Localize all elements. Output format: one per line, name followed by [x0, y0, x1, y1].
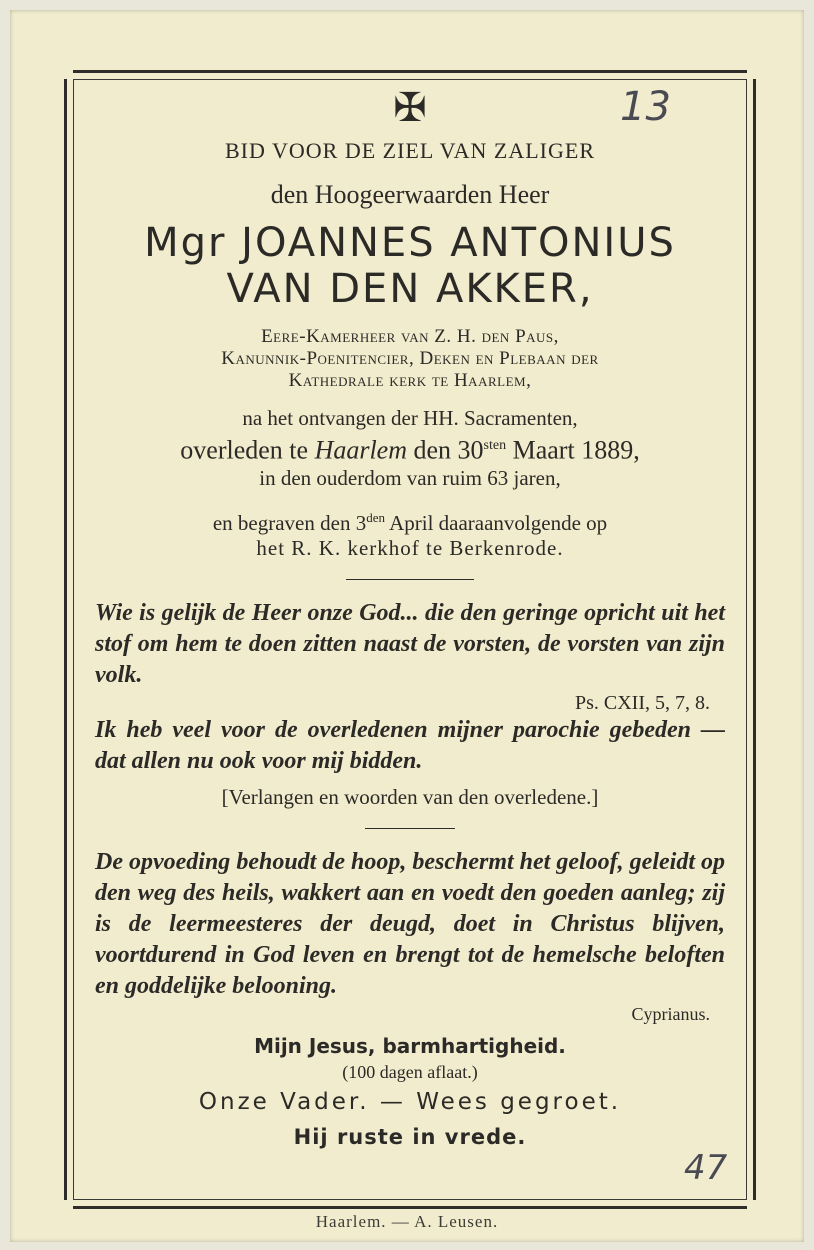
prayer-request: BID VOOR DE ZIEL VAN ZALIGER [225, 138, 595, 163]
name-line-1: Mgr JOANNES ANTONIUS [144, 220, 676, 266]
cyprianus-attribution: Cyprianus. [631, 1003, 710, 1024]
title-line-3: Kathedrale kerk te Haarlem, [288, 370, 532, 391]
handwritten-number-top: 13 [620, 84, 671, 130]
divider [365, 828, 455, 829]
name-line-2: VAN DEN AKKER, [226, 266, 594, 312]
cyprianus-quote: De opvoeding behoudt de hoop, beschermt het geloof, geleidt op den weg des heils, wakkert aan en voedt den goeden aanleg; zij is de leermeesteres der deugd, doet in Christus blijven, voortdurend in God leven en brengt tot de hemelsche beloften en goddelijke belooning. [95, 848, 725, 999]
deceased-quote: Ik heb veel voor de overledenen mijner parochie gebeden — dat allen nu ook voor mij bidden. [95, 716, 725, 774]
honorific: den Hoogeerwaarden Heer [270, 180, 550, 209]
death-line: overleden te Haarlem den $30^{sten}$ Maart 1889, [180, 435, 640, 465]
sacraments-line: na het ontvangen der HH. Sacramenten, [242, 406, 578, 430]
divider [346, 579, 474, 580]
handwritten-number-bottom: 47 [684, 1148, 728, 1188]
title-line-1: Eere-Kamerheer van Z. H. den Paus, [261, 326, 559, 347]
age-line: in den ouderdom van ruim 63 jaren, [259, 465, 561, 490]
prayer-line: Mijn Jesus, barmhartigheid. [254, 1033, 566, 1058]
death-place: Haarlem [314, 435, 407, 465]
cross-icon: ✠ [393, 85, 427, 130]
onze-vader-line: Onze Vader. — Wees gegroet. [198, 1088, 622, 1115]
scripture-reference: Ps. CXII, 5, 7, 8. [574, 691, 710, 714]
scripture-verse: Wie is gelijk de Heer onze God... die den geringe opricht uit het stof om hem te doen zitten naast de vorsten, de vorsten van zijn volk. [95, 599, 725, 688]
deceased-name [90, 220, 730, 312]
quote-note: [Verlangen en woorden van den overledene.] [221, 784, 599, 809]
burial-line: en begraven den $3^{den}$ April daaraanvolgende op [212, 509, 608, 535]
printer-line: Haarlem. — A. Leusen. [315, 1212, 499, 1231]
card-content [90, 85, 730, 1149]
burial-place: het R. K. kerkhof te Berkenrode. [256, 535, 564, 560]
indulgence-note: (100 dagen aflaat.) [342, 1061, 478, 1082]
titles [90, 326, 730, 392]
title-line-2: Kanunnik-Poenitencier, Deken en Plebaan der [221, 348, 599, 369]
rest-in-peace: Hij ruste in vrede. [293, 1124, 527, 1149]
